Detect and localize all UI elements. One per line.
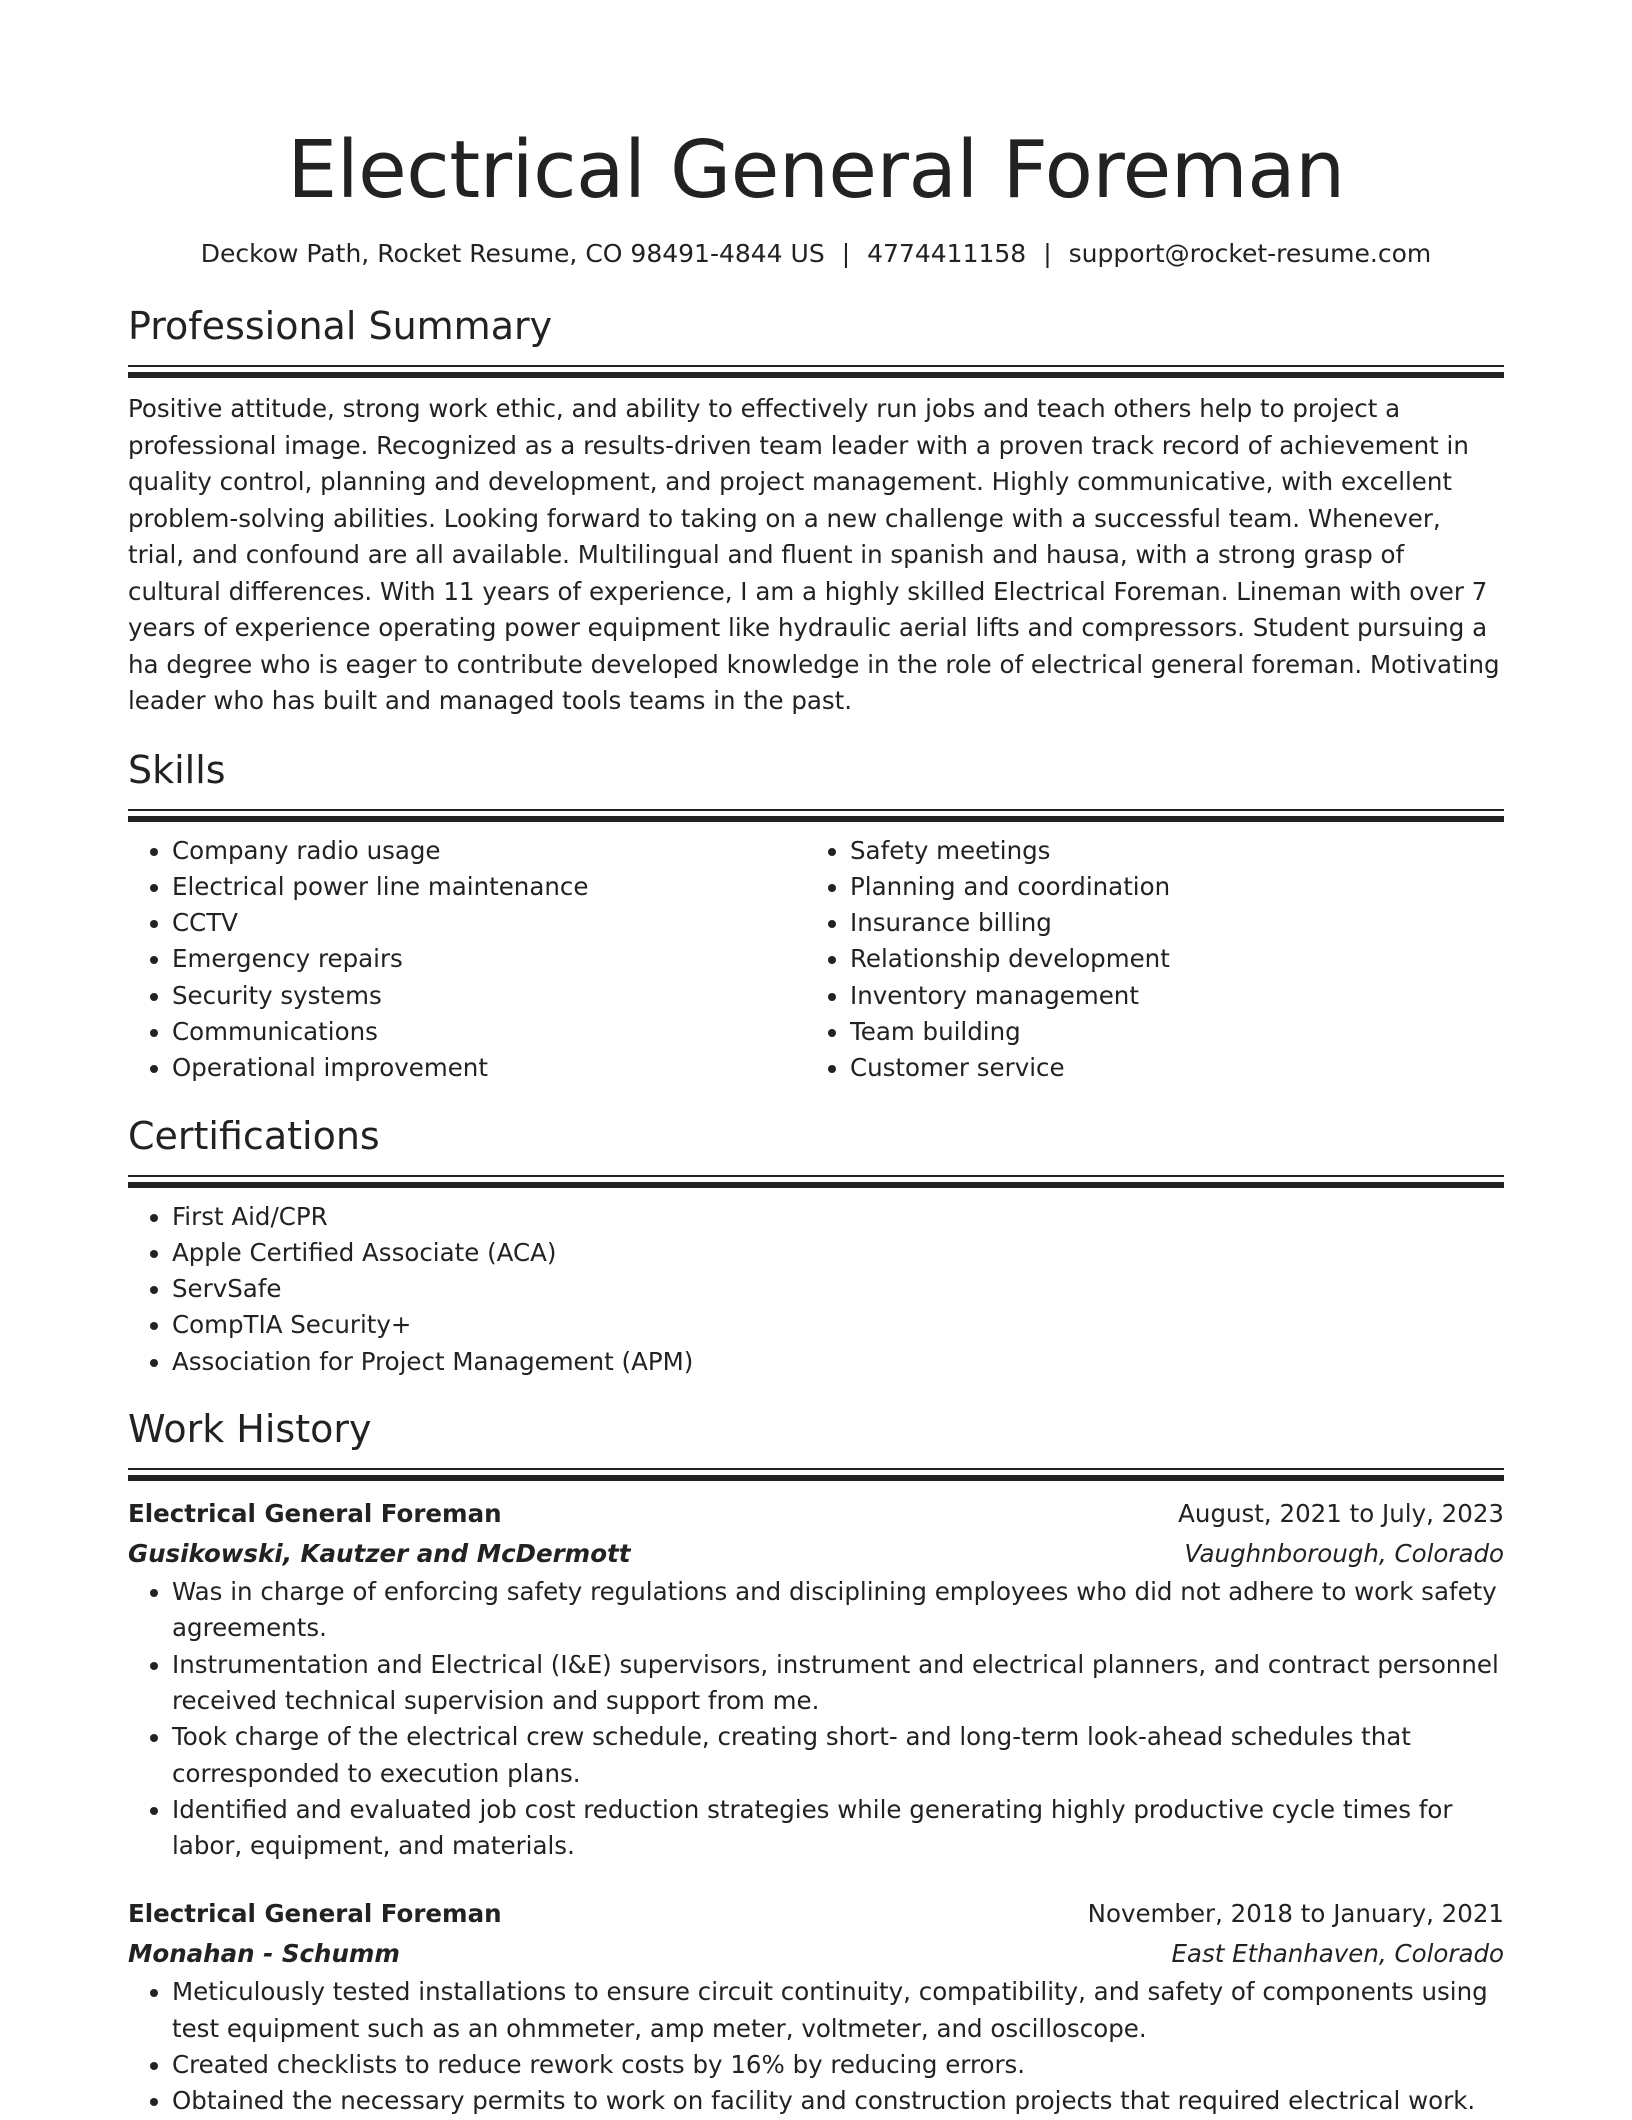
contact-email: support@rocket-resume.com <box>1068 239 1432 268</box>
skill-item: • Customer service <box>850 1050 1484 1086</box>
job-bullets <box>128 1974 1504 2119</box>
skills-columns <box>128 833 1504 1087</box>
skill-item: • Relationship development <box>850 941 1484 977</box>
certification-item: • Association for Project Management (APM) <box>172 1344 1504 1380</box>
skill-item: • Insurance billing <box>850 905 1484 941</box>
job-bullets <box>128 1574 1504 1864</box>
section-title-work-history: Work History <box>128 1407 372 1452</box>
skills-column-left <box>128 833 806 1087</box>
skill-item: • Safety meetings <box>850 833 1484 869</box>
skill-item: • Emergency repairs <box>172 941 806 977</box>
certifications-section <box>128 1113 1504 1380</box>
skill-item: • Electrical power line maintenance <box>172 869 806 905</box>
job-subheader <box>128 1934 1504 1974</box>
work-history-section <box>128 1406 1504 2120</box>
section-divider <box>128 1468 1504 1480</box>
resume-page <box>128 0 1504 2120</box>
section-divider <box>128 365 1504 377</box>
job-title: Electrical General Foreman <box>128 1499 502 1529</box>
job-bullet: • Obtained the necessary permits to work on facility and construction projects that required electrical work. <box>172 2083 1504 2119</box>
certification-item: • Apple Certified Associate (ACA) <box>172 1235 1504 1271</box>
skill-item: • Inventory management <box>850 978 1484 1014</box>
job-entry <box>128 1894 1504 2119</box>
job-bullet: • Instrumentation and Electrical (I&E) supervisors, instrument and electrical planners, and contract personnel received technical supervision and support from me. <box>172 1647 1504 1720</box>
job-bullet: • Took charge of the electrical crew schedule, creating short- and long-term look-ahead schedules that corresponded to execution plans. <box>172 1719 1504 1792</box>
skills-column-right <box>806 833 1484 1087</box>
certification-item: • ServSafe <box>172 1271 1504 1307</box>
contact-line <box>128 238 1504 270</box>
contact-phone: 4774411158 <box>867 239 1027 268</box>
contact-separator: | <box>1043 239 1052 268</box>
job-header <box>128 1894 1504 1934</box>
summary-text: Positive attitude, strong work ethic, and ability to effectively run jobs and teach others help to project a professional image. Recognized as a results-driven team leader with a proven track record of achievement in quality control, planning and development, and project management. Highly communicative, with excellent problem-solving abilities. Looking forward to taking on a new challenge with a successful team. Whenever, trial, and confound are all available. Multilingual and fluent in spanish and hausa, with a strong grasp of cultural differences. With 11 years of experience, I am a highly skilled Electrical Foreman. Lineman with over 7 years of experience operating power equipment like hydraulic aerial lifts and compressors. Student pursuing a ha degree who is eager to contribute developed knowledge in the role of electrical general foreman. Motivating leader who has built and managed tools teams in the past. <box>128 394 1500 715</box>
skill-item: • Security systems <box>172 978 806 1014</box>
job-location: East Ethanhaven, Colorado <box>1171 1939 1504 1969</box>
job-bullet: • Was in charge of enforcing safety regulations and disciplining employees who did not adhere to work safety agreements. <box>172 1574 1504 1647</box>
certification-item: • First Aid/CPR <box>172 1199 1504 1235</box>
job-subheader <box>128 1534 1504 1574</box>
job-bullet: • Created checklists to reduce rework costs by 16% by reducing errors. <box>172 2047 1504 2083</box>
skill-item: • Company radio usage <box>172 833 806 869</box>
job-dates: November, 2018 to January, 2021 <box>1087 1899 1504 1929</box>
skill-item: • Communications <box>172 1014 806 1050</box>
skills-section <box>128 747 1504 1087</box>
skill-item: • CCTV <box>172 905 806 941</box>
job-title: Electrical General Foreman <box>128 1899 502 1929</box>
certification-item: • CompTIA Security+ <box>172 1307 1504 1343</box>
job-company: Gusikowski, Kautzer and McDermott <box>128 1539 631 1569</box>
section-title-summary: Professional Summary <box>128 304 553 348</box>
job-bullet: • Meticulously tested installations to ensure circuit continuity, compatibility, and safety of components using test equipment such as an ohmmeter, amp meter, voltmeter, and oscilloscope. <box>172 1974 1504 2047</box>
job-entry <box>128 1494 1504 1864</box>
candidate-name: Electrical General Foreman <box>287 124 1345 216</box>
skill-item: • Team building <box>850 1014 1484 1050</box>
contact-address: Deckow Path, Rocket Resume, CO 98491-4844 US <box>200 239 825 268</box>
contact-separator: | <box>841 239 851 268</box>
job-company: Monahan - Schumm <box>128 1939 400 1969</box>
certifications-list <box>128 1199 1504 1380</box>
section-title-certifications: Certifications <box>128 1113 380 1158</box>
job-dates: August, 2021 to July, 2023 <box>1178 1499 1504 1529</box>
summary-section <box>128 303 1504 720</box>
section-divider <box>128 1175 1504 1187</box>
job-location: Vaughnborough, Colorado <box>1184 1539 1504 1569</box>
job-bullet: • Identified and evaluated job cost reduction strategies while generating highly productive cycle times for labor, equipment, and materials. <box>172 1792 1504 1865</box>
skill-item: • Planning and coordination <box>850 869 1484 905</box>
section-divider <box>128 809 1504 821</box>
job-header <box>128 1494 1504 1534</box>
section-title-skills: Skills <box>128 747 226 792</box>
skill-item: • Operational improvement <box>172 1050 806 1086</box>
